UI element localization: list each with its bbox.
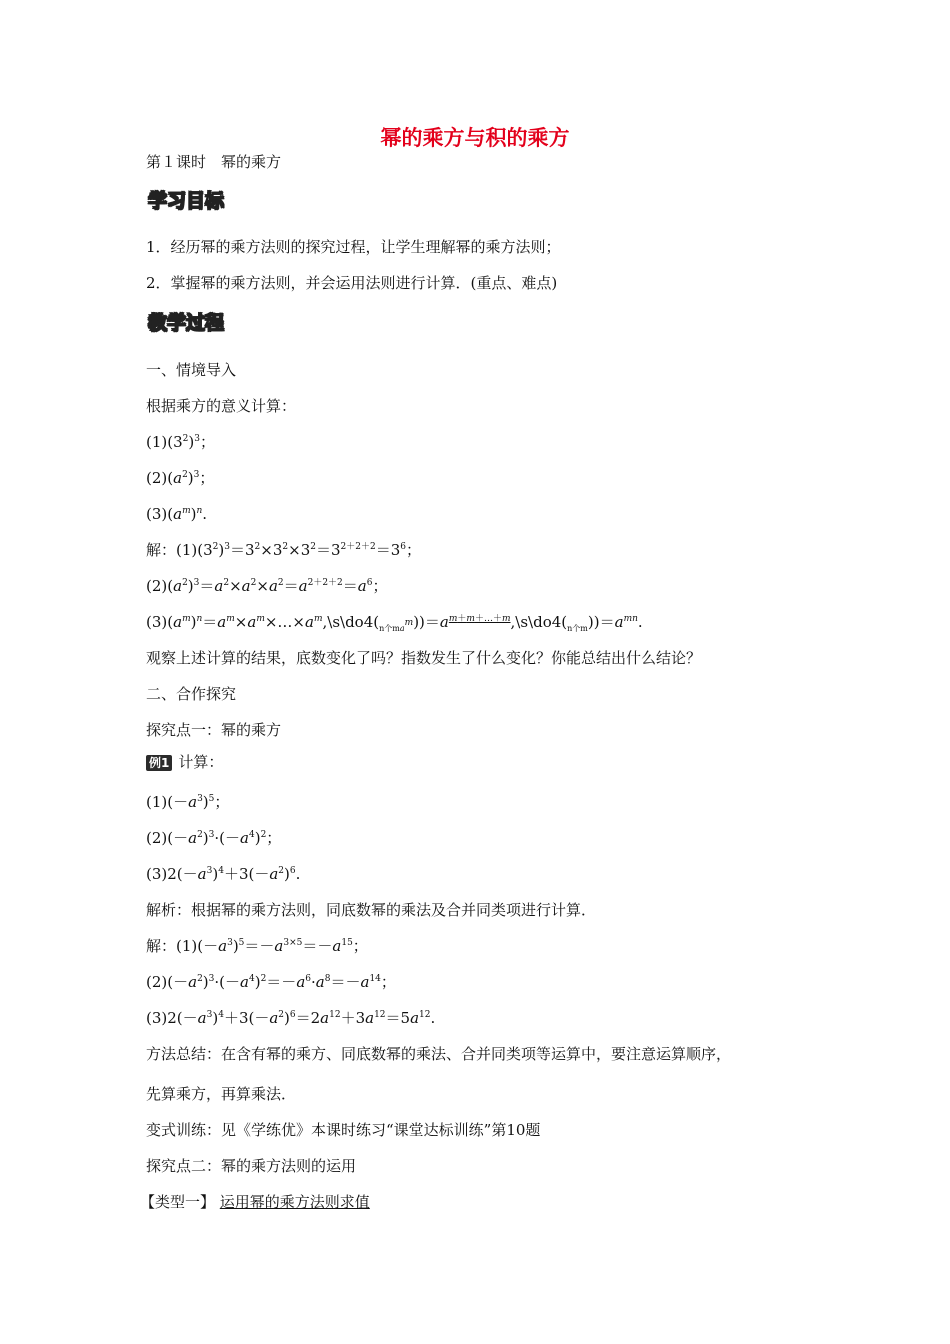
example-solution-2: $(2)(-a^2)^3\cdot(-a^4)^2=-a^6\cdot a^8=-a^{14}$； (146, 973, 396, 991)
example-badge: 例1 (146, 755, 172, 771)
method-summary-line-1: 方法总结：在含有幂的乘方、同底数幂的乘法、合并同类项等运算中，要注意运算顺序， (146, 1045, 732, 1063)
section-banner-process (146, 308, 466, 334)
banner-dots (250, 324, 456, 328)
banner-label: 教学过程 (148, 312, 225, 334)
example-item-3: $(3)2(-a^3)^4+3(-a^2)^6$. (146, 865, 301, 883)
goal-item-2: 2．掌握幂的乘方法则，并会运用法则进行计算．(重点、难点) (146, 274, 558, 292)
banner-label: 学习目标 (148, 190, 225, 212)
goal-item-1: 1．经历幂的乘方法则的探究过程，让学生理解幂的乘方法则； (146, 238, 561, 256)
question-3: $(3)(a^m)^n$. (146, 505, 208, 523)
solution-1: 解：$(1)(3^2)^3=3^2\times 3^2\times 3^2=3^{2+2+2}=3^6$； (146, 541, 422, 559)
solution-2: $(2)(a^2)^3=a^2\times a^2\times a^2=a^{2+2+2}=a^6$； (146, 577, 388, 595)
example-item-2: $(2)(-a^2)^3\cdot(-a^4)^2$； (146, 829, 282, 847)
document-title: 幂的乘方与积的乘方 (380, 126, 570, 150)
solution-3: $(3)(a^m)^n=a^m\times a^m\times\dots\times a^m,\backslash s\backslash do4(_{n个ma^m}))=a^{m+m+\dots+m},\backslash s\backslash do4(_{n个m}))=a^{mn}$. (146, 613, 643, 633)
analysis-text: 解析：根据幂的乘方法则，同底数幂的乘法及合并同类项进行计算． (146, 901, 597, 919)
example-item-1: $(1)(-a^3)^5$； (146, 793, 230, 811)
observe-question: 观察上述计算的结果，底数变化了吗？指数发生了什么变化？你能总结出什么结论？ (146, 649, 702, 667)
section-banner-goals (146, 186, 466, 212)
example-solution-1: 解：$(1)(-a^3)^5=-a^{3\times 5}=-a^{15}$； (146, 937, 368, 955)
variant-training: 变式训练：见《学练优》本课时练习“课堂达标训练”第10题 (146, 1121, 541, 1139)
intro-text: 根据乘方的意义计算： (146, 397, 297, 415)
section-heading-explore: 二、合作探究 (146, 685, 237, 703)
question-1: $(1)(3^2)^3$； (146, 433, 215, 451)
section-heading-intro: 一、情境导入 (146, 361, 237, 379)
question-2: $(2)(a^2)^3$； (146, 469, 215, 487)
lesson-subtitle: 第１课时 幂的乘方 (146, 153, 282, 171)
explore-point-1: 探究点一：幂的乘方 (146, 721, 282, 739)
example-solution-3: $(3)2(-a^3)^4+3(-a^2)^6=2a^{12}+3a^{12}=5a^{12}$. (146, 1009, 436, 1027)
type-heading: 【类型一】 运用幂的乘方法则求值 (140, 1193, 370, 1211)
example-1: 例1 计算： (146, 752, 223, 772)
explore-point-2: 探究点二：幂的乘方法则的运用 (146, 1157, 357, 1175)
banner-dots (250, 202, 456, 206)
method-summary-line-2: 先算乘方，再算乘法． (146, 1085, 297, 1103)
